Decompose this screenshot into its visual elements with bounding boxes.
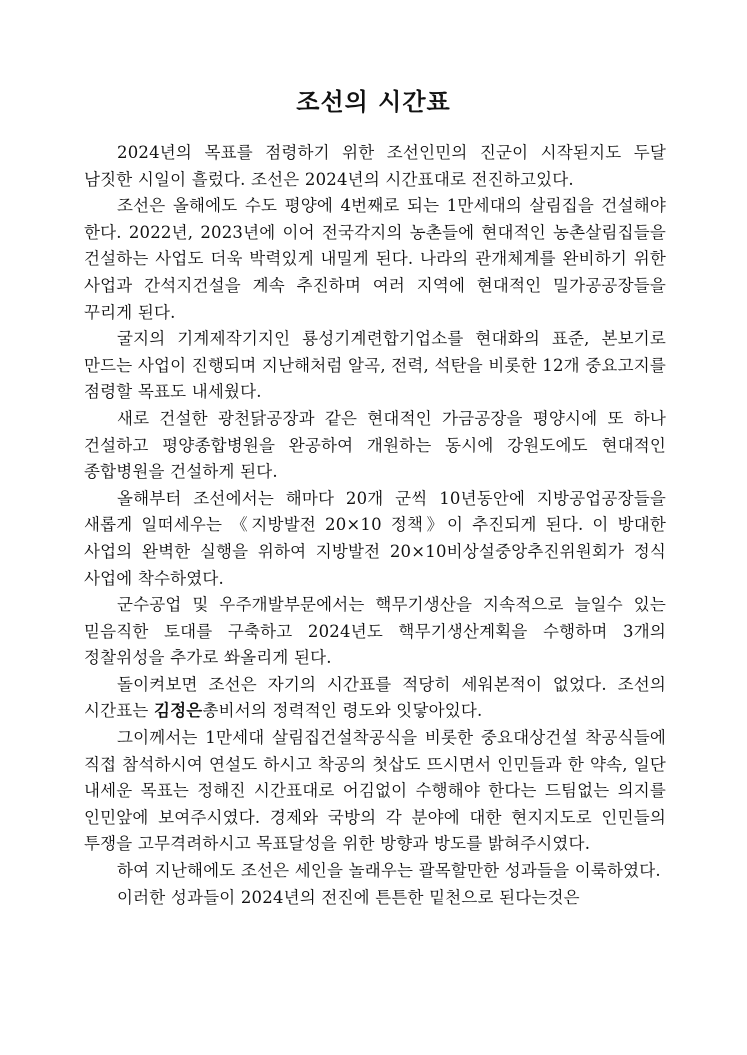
paragraph: 올해부터 조선에서는 해마다 20개 군씩 10년동안에 지방공업공장들을 새롭게 일떠세우는 《지방발전 20×10 정책》이 추진되게 된다. 이 방대한 사업의 완벽한 실행을 위하여 지방발전 20×10비상설중앙추진위원회가 정식 사업에 착수하였다.	[84, 488, 666, 588]
paragraph-with-leader-name	[84, 672, 666, 725]
leader-name: 김정은	[154, 701, 203, 721]
paragraph: 하여 지난해에도 조선은 세인을 놀래우는 괄목할만한 성과들을 이룩하였다.	[117, 861, 661, 881]
paragraph: 새로 건설한 광천닭공장과 같은 현대적인 가금공장을 평양시에 또 하나 건설하고 평양종합병원을 완공하여 개원하는 동시에 강원도에도 현대적인 종합병원을 건설하게 된다.	[84, 408, 666, 482]
paragraph: 굴지의 기계제작기지인 룡성기계련합기업소를 현대화의 표준, 본보기로 만드는 사업이 진행되며 지난해처럼 알곡, 전력, 석탄을 비롯한 12개 중요고지를 점령할 목표도 내세웠다.	[84, 329, 666, 402]
paragraph: 군수공업 및 우주개발부문에서는 핵무기생산을 지속적으로 늘일수 있는 믿음직한 토대를 구축하고 2024년도 핵무기생산계획을 수행하며 3개의 정찰위성을 추가로 쏴올리게 된다.	[84, 595, 666, 668]
paragraph: 조선은 올해에도 수도 평양에 4번째로 되는 1만세대의 살림집을 건설해야 한다. 2022년, 2023년에 이어 전국각지의 농촌들에 현대적인 농촌살림집들을 건설하는 사업도 더욱 박력있게 내밀게 된다. 나라의 관개체계를 완비하기 위한 사업과 간석지건설을 계속 추진하며 여러 지역에 현대적인 밀가공공장들을 꾸리게 된다.	[84, 196, 666, 322]
article-body	[84, 140, 666, 911]
paragraph: 2024년의 목표를 점령하기 위한 조선인민의 진군이 시작된지도 두달 남짓한 시일이 흘렀다. 조선은 2024년의 시간표대로 전진하고있다.	[84, 143, 666, 189]
paragraph-text-after: 총비서의 정력적인 령도와 잇닿아있다.	[202, 701, 483, 721]
paragraph: 그이께서는 1만세대 살림집건설착공식을 비롯한 중요대상건설 착공식들에 직접 참석하시여 연설도 하시고 착공의 첫삽도 뜨시면서 인민들과 한 약속, 일단 내세운 목표는 정해진 시간표대로 어김없이 수행해야 한다는 드팀없는 의지를 인민앞에 보여주시였다. 경제와 국방의 각 분야에 대한 현지지도로 인민들의 투쟁을 고무격려하시고 목표달성을 위한 방향과 방도를 밝혀주시였다.	[84, 728, 666, 854]
page-title: 조선의 시간표	[296, 88, 451, 116]
paragraph: 이러한 성과들이 2024년의 전진에 튼튼한 밑천으로 된다는것은	[117, 887, 580, 907]
paragraph-text-before: 돌이켜보면 조선은 자기의 시간표를 적당히 세워본적이 없었다. 조선의 시간표는	[84, 674, 666, 721]
